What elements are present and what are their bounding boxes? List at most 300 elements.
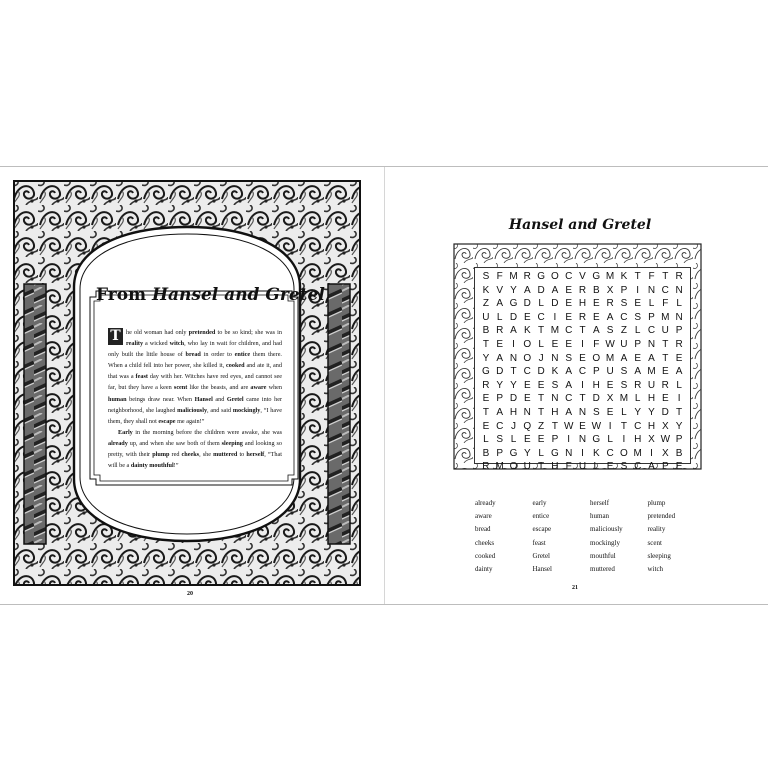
grid-letter[interactable]: I — [608, 420, 612, 432]
grid-letter[interactable]: U — [482, 311, 490, 323]
grid-letter[interactable]: T — [634, 271, 641, 282]
grid-letter[interactable]: I — [677, 393, 681, 405]
grid-letter[interactable]: T — [620, 420, 627, 432]
grid-letter[interactable]: L — [621, 406, 627, 418]
grid-letter[interactable]: I — [567, 434, 571, 446]
grid-letter[interactable]: B — [675, 447, 683, 459]
grid-letter[interactable]: D — [509, 393, 518, 405]
grid-letter[interactable]: Z — [538, 420, 545, 432]
grid-letter[interactable]: S — [620, 366, 628, 378]
grid-letter[interactable]: F — [648, 271, 655, 282]
grid-letter[interactable]: G — [592, 434, 601, 446]
grid-letter[interactable]: M — [605, 352, 615, 364]
grid-letter[interactable]: T — [538, 393, 545, 405]
grid-letter[interactable]: W — [605, 338, 615, 350]
grid-letter[interactable]: H — [647, 393, 656, 405]
grid-letter[interactable]: I — [581, 338, 584, 350]
grid-letter[interactable]: E — [537, 434, 545, 446]
grid-letter[interactable]: D — [509, 311, 518, 323]
grid-letter[interactable]: S — [565, 352, 573, 364]
word-list-item: cheeks — [475, 538, 495, 547]
grid-letter[interactable]: E — [565, 284, 573, 296]
grid-letter[interactable]: D — [551, 298, 559, 310]
vocab-word: entice — [234, 351, 251, 359]
grid-letter[interactable]: M — [605, 271, 615, 282]
grid-letter[interactable]: N — [551, 393, 559, 405]
grid-letter[interactable]: G — [509, 298, 518, 310]
word-list-item: feast — [532, 538, 546, 547]
vocab-word: cheeks — [181, 451, 200, 459]
grid-letter[interactable]: D — [537, 284, 545, 296]
grid-letter[interactable]: A — [634, 366, 642, 378]
grid-letter[interactable]: K — [551, 366, 559, 378]
grid-letter[interactable]: X — [606, 284, 614, 296]
grid-letter[interactable]: E — [675, 461, 683, 473]
grid-letter[interactable]: N — [647, 284, 656, 296]
grid-letter[interactable]: F — [662, 298, 669, 310]
grid-letter[interactable]: S — [606, 325, 614, 337]
grid-letter[interactable]: L — [496, 311, 503, 323]
grid-letter[interactable]: A — [620, 352, 628, 364]
grid-letter[interactable]: M — [661, 311, 670, 323]
grid-letter[interactable]: U — [647, 379, 656, 391]
grid-letter[interactable]: P — [592, 366, 600, 378]
grid-letter[interactable]: Y — [510, 379, 517, 391]
grid-letter[interactable]: C — [634, 420, 642, 432]
word-list-item: muttered — [590, 564, 615, 573]
grid-letter[interactable]: P — [661, 461, 669, 473]
story-paragraph — [108, 327, 282, 427]
grid-letter[interactable]: Y — [523, 447, 531, 459]
word-list-item: maliciously — [590, 525, 623, 534]
grid-letter[interactable]: U — [606, 366, 614, 378]
grid-letter[interactable]: Z — [482, 298, 489, 310]
grid-letter[interactable]: D — [537, 366, 545, 378]
story-text-run: !” — [173, 462, 179, 470]
grid-letter[interactable]: G — [509, 447, 518, 459]
grid-letter[interactable]: T — [676, 406, 683, 418]
grid-letter[interactable]: H — [647, 420, 656, 432]
word-list-item: plump — [647, 499, 666, 507]
grid-letter[interactable]: S — [620, 461, 628, 473]
grid-letter[interactable]: S — [634, 311, 642, 323]
grid-letter[interactable]: N — [675, 284, 683, 296]
grid-letter[interactable]: T — [551, 420, 558, 432]
grid-letter[interactable]: A — [606, 311, 614, 323]
story-paragraph — [108, 427, 282, 471]
story-text-run: , who lay in wait for children, and had only built the little house of — [108, 340, 282, 359]
vocab-word: human — [108, 395, 127, 403]
vocab-word: witch — [169, 340, 185, 348]
grid-letter[interactable]: R — [675, 271, 683, 282]
grid-letter[interactable]: T — [538, 461, 545, 473]
grid-letter[interactable]: R — [661, 379, 669, 391]
grid-letter[interactable]: R — [496, 325, 504, 337]
grid-letter[interactable]: T — [538, 406, 545, 418]
grid-letter[interactable]: N — [675, 311, 683, 323]
vocab-word: reality — [126, 340, 144, 348]
grid-letter[interactable]: I — [581, 447, 584, 459]
grid-letter[interactable]: C — [565, 271, 573, 282]
story-text-run: like the beasts, and are — [187, 384, 251, 392]
grid-letter[interactable]: D — [496, 366, 504, 378]
grid-letter[interactable]: J — [510, 420, 516, 432]
grid-letter[interactable]: L — [593, 461, 600, 473]
grid-letter[interactable]: E — [592, 311, 600, 323]
grid-letter[interactable]: O — [509, 461, 518, 473]
grid-letter[interactable]: S — [620, 298, 628, 310]
vocab-word: Gretel — [226, 395, 244, 403]
grid-letter[interactable]: R — [675, 338, 683, 350]
grid-letter[interactable]: L — [634, 325, 641, 337]
grid-letter[interactable]: T — [662, 338, 669, 350]
grid-letter[interactable]: Y — [510, 284, 517, 296]
story-text — [108, 327, 282, 471]
title-prefix: From — [96, 285, 152, 305]
grid-letter[interactable]: S — [620, 379, 628, 391]
grid-letter[interactable]: C — [523, 366, 531, 378]
grid-letter[interactable]: U — [523, 461, 531, 473]
grid-letter[interactable]: M — [633, 447, 642, 459]
word-list-item: reality — [647, 525, 666, 534]
grid-letter[interactable]: E — [523, 434, 531, 446]
page-number: 21 — [572, 585, 578, 591]
page-title — [96, 285, 325, 305]
word-list-item: aware — [475, 512, 492, 521]
grid-letter[interactable]: E — [606, 406, 614, 418]
word-list-item: witch — [647, 564, 664, 573]
grid-letter[interactable]: A — [565, 406, 573, 418]
grid-letter[interactable]: Y — [648, 406, 655, 418]
grid-letter[interactable]: Y — [675, 420, 683, 432]
vocab-word: already — [108, 439, 128, 447]
grid-letter[interactable]: P — [551, 434, 559, 446]
grid-letter[interactable]: I — [512, 338, 515, 350]
grid-letter[interactable]: F — [565, 461, 572, 473]
grid-letter[interactable]: A — [648, 352, 655, 364]
grid-letter[interactable]: R — [578, 311, 587, 323]
grid-letter[interactable]: X — [606, 393, 614, 405]
grid-letter[interactable]: N — [509, 352, 518, 364]
grid-letter[interactable]: T — [579, 325, 586, 337]
grid-letter[interactable]: G — [592, 271, 601, 282]
grid-letter[interactable]: W — [591, 420, 602, 432]
grid-letter[interactable]: A — [565, 379, 573, 391]
grid-letter[interactable]: I — [553, 311, 557, 323]
grid-letter[interactable]: L — [538, 298, 544, 310]
grid-letter[interactable]: A — [510, 325, 517, 337]
grid-letter[interactable]: A — [496, 406, 504, 418]
grid-letter[interactable]: O — [592, 352, 601, 364]
story-text-run: when — [266, 384, 283, 392]
grid-letter[interactable]: E — [606, 461, 614, 473]
grid-letter[interactable]: E — [565, 311, 573, 323]
grid-letter[interactable]: L — [648, 298, 655, 310]
grid-letter[interactable]: A — [496, 352, 504, 364]
grid-letter[interactable]: W — [660, 434, 671, 446]
vocab-word: aware — [250, 384, 267, 392]
story-text-run: red — [169, 451, 182, 459]
grid-letter[interactable]: I — [622, 434, 626, 446]
grid-letter[interactable]: Z — [620, 325, 627, 337]
grid-letter[interactable]: D — [661, 406, 669, 418]
left-page — [0, 167, 385, 604]
story-text-run: in order to — [200, 351, 235, 359]
grid-letter[interactable]: K — [523, 325, 531, 337]
story-text-run: , “I have them, they shall not — [108, 406, 282, 425]
story-text-run: to be so kind; she was in — [215, 329, 282, 336]
grid-letter[interactable]: Y — [482, 352, 490, 364]
grid-letter[interactable]: U — [661, 325, 669, 337]
grid-letter[interactable]: P — [675, 434, 683, 446]
story-text-run: , she — [199, 451, 214, 459]
word-list-item: dainty — [475, 564, 493, 573]
grid-letter[interactable]: C — [496, 420, 504, 432]
grid-letter[interactable]: N — [523, 406, 531, 418]
story-text-run: in the morning before the children were awake, she was — [132, 428, 282, 436]
vocab-word: dainty mouthful — [130, 462, 174, 470]
vocab-word: escape — [158, 417, 176, 425]
grid-letter[interactable]: A — [565, 366, 573, 378]
grid-letter[interactable]: S — [496, 434, 504, 446]
word-list-item: pretended — [647, 512, 676, 521]
grid-letter[interactable]: T — [662, 271, 669, 282]
story-text-run: came into her neighborhood, she laughed — [108, 395, 283, 414]
grid-letter[interactable]: T — [662, 352, 669, 364]
story-text-run: and looking so pretty, with their — [108, 439, 283, 459]
grid-letter[interactable]: P — [634, 338, 642, 350]
story-text-run: a wicked — [143, 340, 170, 348]
grid-letter[interactable]: H — [578, 298, 587, 310]
grid-letter[interactable]: K — [482, 284, 490, 296]
grid-letter[interactable]: C — [620, 311, 628, 323]
grid-letter[interactable]: F — [593, 338, 600, 350]
grid-letter[interactable]: E — [661, 393, 669, 405]
grid-letter[interactable]: C — [647, 325, 656, 337]
grid-letter[interactable]: N — [551, 352, 559, 364]
grid-letter[interactable]: V — [579, 271, 586, 282]
grid-letter[interactable]: H — [509, 406, 518, 418]
page-number: 20 — [187, 591, 193, 597]
grid-letter[interactable]: A — [496, 298, 504, 310]
word-list-item: herself — [590, 499, 610, 507]
grid-letter[interactable]: G — [537, 271, 545, 282]
grid-letter[interactable]: L — [676, 298, 682, 310]
grid-letter[interactable]: R — [578, 284, 587, 296]
vocab-word: scent — [173, 384, 188, 392]
grid-letter[interactable]: R — [523, 271, 531, 282]
grid-letter[interactable]: E — [537, 379, 545, 391]
grid-letter[interactable]: O — [551, 271, 559, 282]
grid-letter[interactable]: M — [647, 366, 656, 378]
vocab-word: plump — [152, 451, 170, 459]
grid-letter[interactable]: A — [592, 325, 600, 337]
grid-letter[interactable]: U — [578, 461, 587, 473]
word-list-item: entice — [532, 512, 550, 521]
grid-letter[interactable]: E — [523, 393, 531, 405]
grid-letter[interactable]: L — [538, 338, 544, 350]
grid-letter[interactable]: C — [537, 311, 545, 323]
grid-letter[interactable]: L — [483, 434, 489, 446]
grid-letter[interactable]: E — [523, 311, 531, 323]
grid-letter[interactable]: L — [510, 434, 517, 446]
grid-letter[interactable]: H — [551, 461, 559, 473]
grid-letter[interactable]: S — [592, 406, 600, 418]
word-list-item: early — [532, 499, 547, 507]
grid-letter[interactable]: C — [578, 366, 587, 378]
grid-letter[interactable]: S — [482, 271, 490, 282]
story-text-run: to — [237, 451, 247, 459]
grid-letter[interactable]: E — [482, 393, 490, 405]
story-text-run: day with her. Witches have red eyes, and cannot see far, but they have a keen — [108, 373, 282, 392]
grid-letter[interactable]: O — [620, 447, 628, 459]
word-list-item: already — [475, 499, 496, 507]
grid-letter[interactable]: M — [619, 393, 629, 405]
grid-letter[interactable]: L — [634, 393, 641, 405]
vocab-word: mockingly — [232, 406, 261, 414]
grid-letter[interactable]: R — [606, 298, 614, 310]
word-list-item: cooked — [475, 551, 496, 560]
grid-letter[interactable]: Y — [496, 379, 504, 391]
grid-letter[interactable]: S — [551, 379, 559, 391]
grid-letter[interactable]: E — [592, 298, 600, 310]
vocab-word: sleeping — [221, 439, 243, 447]
grid-letter[interactable]: U — [620, 338, 628, 350]
grid-letter[interactable]: X — [648, 434, 655, 446]
grid-letter[interactable]: E — [661, 366, 669, 378]
story-text-run: , and said — [207, 406, 233, 414]
grid-letter[interactable]: O — [523, 352, 532, 364]
word-list-item: escape — [532, 525, 552, 534]
right-page — [385, 167, 768, 604]
grid-letter[interactable]: C — [565, 393, 573, 405]
grid-letter[interactable]: G — [551, 447, 559, 459]
grid-letter[interactable]: I — [636, 284, 640, 296]
word-search-grid — [474, 267, 691, 473]
grid-letter[interactable]: F — [496, 271, 503, 282]
grid-letter[interactable]: M — [495, 461, 504, 473]
grid-letter[interactable]: E — [579, 420, 586, 432]
grid-letter[interactable]: W — [563, 420, 574, 432]
vocab-word: pretended — [188, 329, 216, 336]
grid-letter[interactable]: N — [578, 406, 587, 418]
story-text-run: and ate it, and that was a — [108, 362, 282, 381]
grid-letter[interactable]: P — [496, 447, 504, 459]
grid-letter[interactable]: D — [523, 298, 531, 310]
vocab-word: feast — [135, 373, 148, 381]
word-list-item: Gretel — [532, 551, 550, 560]
grid-letter[interactable]: E — [565, 298, 573, 310]
vocab-word: muttered — [213, 451, 238, 459]
grid-letter[interactable]: K — [592, 447, 600, 459]
grid-letter[interactable]: V — [496, 284, 504, 296]
grid-letter[interactable]: N — [565, 447, 573, 459]
grid-letter[interactable]: P — [648, 311, 655, 323]
grid-letter[interactable]: E — [579, 352, 586, 364]
grid-letter[interactable]: M — [509, 271, 518, 282]
word-list-item: mouthful — [590, 551, 616, 560]
grid-letter[interactable]: R — [482, 379, 490, 391]
grid-letter[interactable]: N — [578, 434, 587, 446]
grid-letter[interactable]: A — [675, 366, 683, 378]
grid-letter[interactable]: L — [676, 379, 682, 391]
grid-letter[interactable]: A — [523, 284, 531, 296]
grid-letter[interactable]: B — [592, 284, 600, 296]
grid-letter[interactable]: T — [482, 338, 489, 350]
grid-letter[interactable]: K — [620, 271, 628, 282]
grid-letter[interactable]: E — [496, 338, 504, 350]
grid-letter[interactable]: M — [550, 325, 560, 337]
grid-letter[interactable]: E — [675, 352, 683, 364]
grid-letter[interactable]: I — [581, 379, 584, 391]
grid-letter[interactable]: T — [538, 325, 545, 337]
grid-letter[interactable]: H — [592, 379, 600, 391]
grid-letter[interactable]: R — [634, 379, 642, 391]
grid-letter[interactable]: A — [648, 461, 655, 473]
grid-letter[interactable]: E — [634, 352, 642, 364]
grid-letter[interactable]: C — [565, 325, 573, 337]
word-list-item: sleeping — [647, 551, 671, 560]
grid-letter[interactable]: T — [482, 406, 489, 418]
grid-letter[interactable]: H — [551, 406, 559, 418]
story-text-run: up, and when she saw both of them — [127, 439, 222, 447]
grid-letter[interactable]: D — [592, 393, 600, 405]
grid-letter[interactable]: O — [523, 338, 532, 350]
grid-letter[interactable]: X — [661, 447, 669, 459]
grid-letter[interactable]: A — [551, 284, 559, 296]
grid-letter[interactable]: Q — [523, 420, 532, 432]
word-list-item: bread — [475, 525, 491, 534]
grid-letter[interactable]: C — [634, 461, 642, 473]
grid-letter[interactable]: G — [482, 366, 490, 378]
grid-letter[interactable]: E — [551, 338, 559, 350]
grid-letter[interactable]: X — [661, 420, 669, 432]
story-text-run: beings draw near. When — [126, 395, 195, 403]
word-list-item: mockingly — [590, 538, 620, 547]
grid-letter[interactable]: Y — [634, 406, 642, 418]
grid-letter[interactable]: E — [565, 338, 573, 350]
grid-letter[interactable]: T — [510, 366, 517, 378]
grid-letter[interactable]: T — [579, 393, 586, 405]
grid-letter[interactable]: E — [482, 420, 490, 432]
grid-letter[interactable]: P — [496, 393, 504, 405]
grid-letter[interactable]: E — [634, 298, 642, 310]
grid-letter[interactable]: L — [538, 447, 544, 459]
vocab-word: Hansel — [194, 395, 213, 403]
story-text-run: and — [212, 395, 227, 403]
grid-letter[interactable]: E — [606, 379, 614, 391]
grid-letter[interactable]: C — [606, 447, 614, 459]
vocab-word: bread — [185, 351, 201, 359]
grid-letter[interactable]: B — [482, 325, 490, 337]
vocab-word: cooked — [226, 362, 245, 370]
grid-letter[interactable]: N — [647, 338, 656, 350]
grid-letter[interactable]: I — [650, 447, 653, 459]
grid-letter[interactable]: H — [634, 434, 642, 446]
grid-letter[interactable]: E — [523, 379, 531, 391]
grid-letter[interactable]: R — [482, 461, 490, 473]
title-italic: Hansel and Gretel — [151, 285, 325, 305]
grid-letter[interactable]: L — [607, 434, 613, 446]
story-text-run: me again!” — [175, 417, 205, 425]
grid-letter[interactable]: J — [538, 352, 544, 364]
vocab-word: maliciously — [177, 406, 208, 414]
grid-letter[interactable]: P — [620, 284, 628, 296]
word-list-item: Hansel — [532, 564, 552, 573]
grid-letter[interactable]: B — [482, 447, 490, 459]
grid-letter[interactable]: C — [661, 284, 669, 296]
grid-letter[interactable]: P — [675, 325, 683, 337]
